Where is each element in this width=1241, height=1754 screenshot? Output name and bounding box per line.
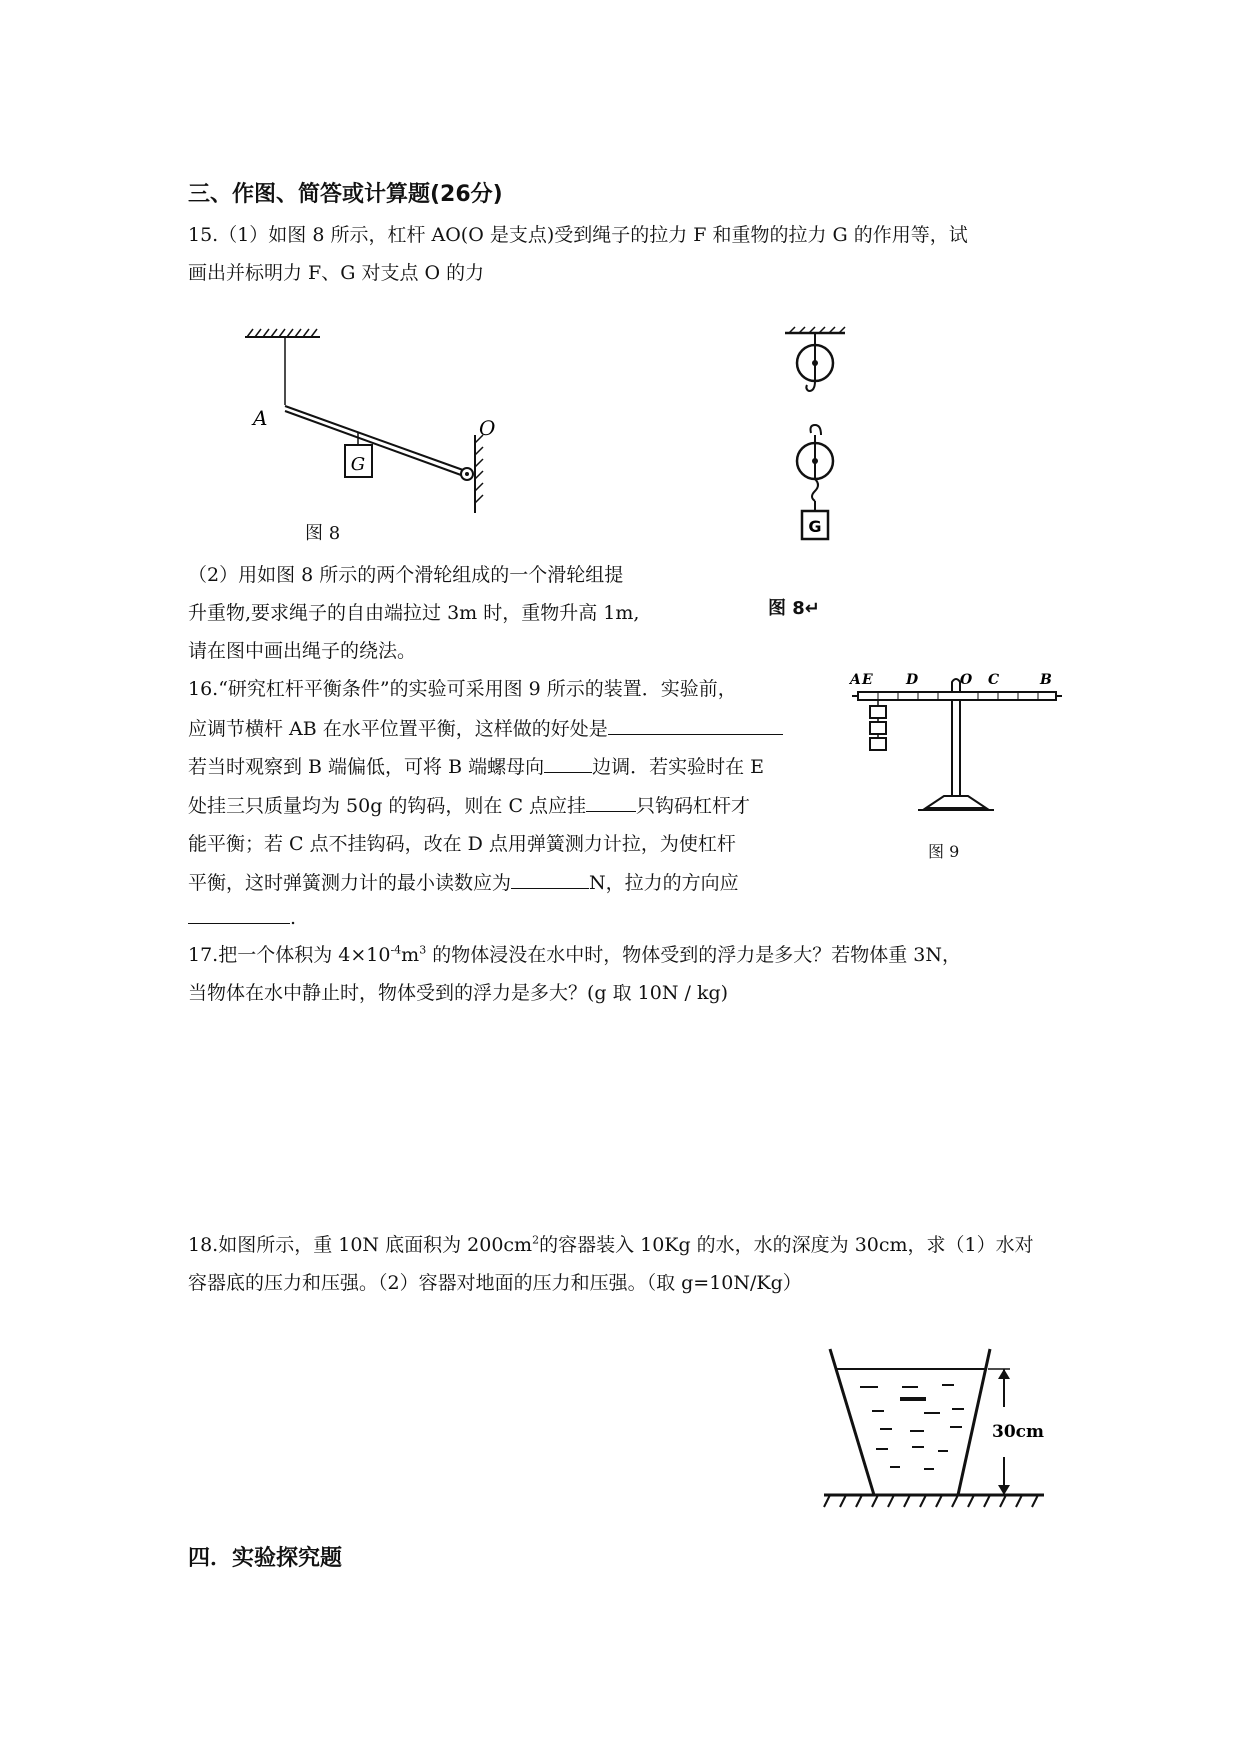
weight-g-label: G: [350, 454, 366, 475]
q15-part2-line-2: 升重物,要求绳子的自由端拉过 3m 时，重物升高 1m,: [188, 602, 640, 624]
q16-line-3-text-a: 若当时观察到 B 端偏低，可将 B 端螺母向: [188, 756, 545, 778]
q16-line-6-text-a: 平衡，这时弹簧测力计的最小读数应为: [188, 872, 512, 894]
q16-line-4: [188, 793, 750, 818]
point-a-label: A: [253, 406, 268, 430]
bar-label-a: A: [850, 672, 861, 688]
q18-line-2: 容器底的压力和压强。（2）容器对地面的压力和压强。（取 g=10N/Kg）: [188, 1272, 802, 1294]
q17-exponent: -4: [390, 943, 402, 957]
q16-line-2: [188, 716, 783, 741]
q17-exponent-2: 3: [419, 943, 427, 957]
q17-line-1-text-a: 17.把一个体积为 4×10: [188, 944, 391, 966]
q17-line-1: [188, 943, 961, 967]
q17-line-1-text-c: 的物体浸没在水中时，物体受到的浮力是多大？若物体重 3N，: [426, 944, 961, 966]
q18-line-1: [188, 1233, 1034, 1257]
q18-line-1-text-b: 的容器装入 10Kg 的水，水的深度为 30cm，求（1）水对: [539, 1234, 1034, 1256]
answer-blank-1[interactable]: [608, 716, 783, 735]
figure-8-lever: [235, 325, 505, 515]
q16-line-3-text-b: 边调．若实验时在 E: [592, 756, 765, 778]
pulley-weight-g-label: G: [808, 517, 822, 536]
figure-9-lever-apparatus: [848, 670, 1068, 830]
container-figure: [820, 1345, 1050, 1515]
q16-line-4-text-a: 处挂三只质量均为 50g 的钩码，则在 C 点应挂: [188, 795, 587, 817]
section-4-heading: 四．实验探究题: [188, 1546, 343, 1571]
q17-line-2: 当物体在水中静止时，物体受到的浮力是多大？(g 取 10N / kg): [188, 982, 729, 1004]
q16-line-5: 能平衡；若 C 点不挂钩码，改在 D 点用弹簧测力计拉，为使杠杆: [188, 833, 736, 855]
answer-blank-3[interactable]: [586, 793, 636, 812]
q15-part2-line-1: （2）用如图 8 所示的两个滑轮组成的一个滑轮组提: [188, 564, 624, 586]
q17-line-1-text-b: m: [401, 944, 420, 966]
figure-8-caption: 图 8: [305, 523, 341, 544]
bar-label-o: O: [960, 672, 973, 688]
answer-blank-2[interactable]: [544, 754, 592, 773]
point-o-label: O: [479, 416, 496, 440]
q16-line-6-text-b: N，拉力的方向应: [589, 872, 739, 894]
section-3-heading: 三、作图、简答或计算题(26分): [188, 182, 503, 207]
q16-line-7: [188, 905, 296, 930]
bar-label-c: C: [988, 672, 1000, 688]
bar-label-d: D: [906, 672, 919, 688]
q18-line-1-text-a: 18.如图所示，重 10N 底面积为 200cm: [188, 1234, 533, 1256]
depth-label: 30cm: [992, 1422, 1044, 1442]
answer-blank-4[interactable]: [511, 870, 589, 889]
q15-line-1: 15.（1）如图 8 所示，杠杆 AO(O 是支点)受到绳子的拉力 F 和重物的拉力 G 的作用等，试: [188, 224, 968, 246]
q16-line-6: [188, 870, 739, 895]
figure-8-pulleys: [765, 325, 865, 560]
bar-label-b: B: [1040, 672, 1052, 688]
q16-line-1: 16.“研究杠杆平衡条件”的实验可采用图 9 所示的装置．实验前，: [188, 678, 737, 700]
q16-line-7-text: .: [290, 907, 297, 929]
bar-label-e: E: [862, 672, 873, 688]
q15-line-2: 画出并标明力 F、G 对支点 O 的力: [188, 262, 485, 284]
q16-line-4-text-b: 只钩码杠杆才: [636, 795, 751, 817]
answer-blank-5[interactable]: [188, 905, 290, 924]
q16-line-2-text: 应调节横杆 AB 在水平位置平衡，这样做的好处是: [188, 718, 608, 740]
figure-8-pulley-caption: 图 8↵: [768, 598, 820, 619]
q16-line-3: [188, 754, 764, 779]
q15-part2-line-3: 请在图中画出绳子的绕法。: [188, 640, 417, 662]
q18-exponent: 2: [532, 1233, 540, 1247]
figure-9-caption: 图 9: [928, 842, 960, 861]
